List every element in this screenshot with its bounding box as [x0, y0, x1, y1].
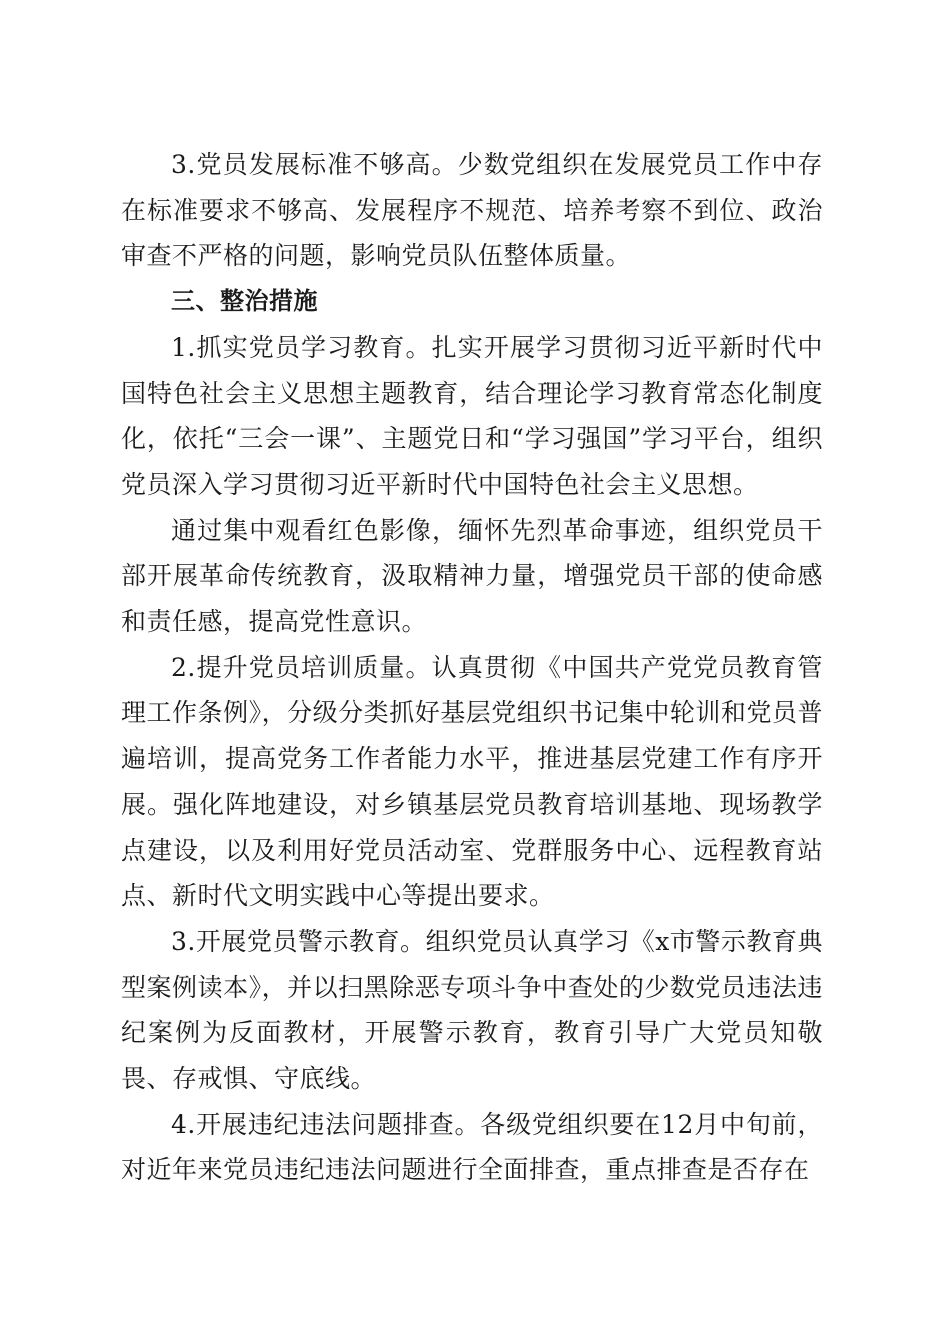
paragraph-training-quality: 2.提升党员培训质量。认真贯彻《中国共产党党员教育管理工作条例》，分级分类抓好基层党组织书记集中轮训和党员普遍培训，提高党务工作者能力水平，推进基层党建工作有序开展。强化阵地建设，对乡镇基层党员教育培训基地、现场教学点建设，以及利用好党员活动室、党群服务中心、远程教育站点、新时代文明实践中心等提出要求。: [121, 652, 823, 911]
paragraph-study-education: 1.抓实党员学习教育。扎实开展学习贯彻习近平新时代中国特色社会主义思想主题教育，结合理论学习教育常态化制度化，依托“三会一课”、主题党日和“学习强国”学习平台，组织党员深入学习贯彻习近平新时代中国特色社会主义思想。: [121, 332, 823, 499]
paragraph-violation-investigation: 4.开展违纪违法问题排查。各级党组织要在12月中旬前，对近年来党员违纪违法问题进行全面排查，重点排查是否存在: [121, 1109, 823, 1185]
paragraph-warning-education: 3.开展党员警示教育。组织党员认真学习《x市警示教育典型案例读本》，并以扫黑除恶专项斗争中查处的少数党员违法违纪案例为反面教材，开展警示教育，教育引导广大党员知敬畏、存戒惧、守底线。: [121, 926, 823, 1094]
section-heading-rectification-measures: 三、整治措施: [171, 287, 318, 316]
paragraph-party-development-standards: 3.党员发展标准不够高。少数党组织在发展党员工作中存在标准要求不够高、发展程序不规范、培养考察不到位、政治审查不严格的问题，影响党员队伍整体质量。: [121, 150, 823, 271]
paragraph-red-education: 通过集中观看红色影像，缅怀先烈革命事迹，组织党员干部开展革命传统教育，汲取精神力量，增强党员干部的使命感和责任感，提高党性意识。: [121, 515, 823, 637]
document-body: [121, 142, 823, 1193]
